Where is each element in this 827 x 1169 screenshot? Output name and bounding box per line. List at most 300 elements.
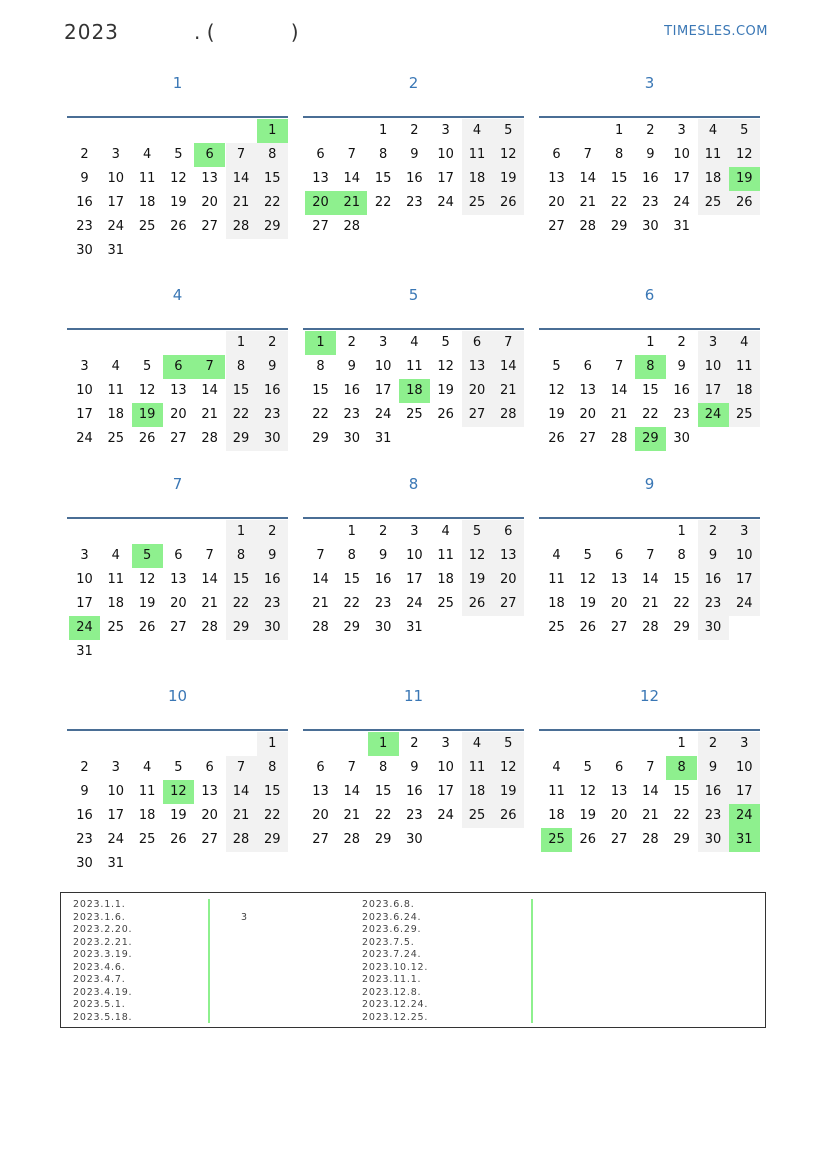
month-title: 7 [172,475,183,493]
day-cell: 15 [343,572,361,587]
day-cell: 30 [698,828,729,852]
day-cell: 13 [548,171,565,186]
day-cell: 20 [201,195,218,210]
day-cell: 20 [170,407,187,422]
day-cell: 12 [579,784,597,799]
day-cell: 22 [226,592,257,616]
day-cell: 7 [347,760,356,775]
legend-holiday-date: 2023.6.24. [362,911,422,923]
day-cell: 3 [111,760,120,775]
day-cell: 10 [76,572,93,587]
day-cell: 30 [374,620,392,635]
day-cell: 25 [138,219,156,234]
day-cell: 20 [579,407,597,422]
day-cell: 12 [138,383,156,398]
day-cell: 18 [138,808,156,823]
day-cell: 14 [642,784,659,799]
holiday-day-cell: 31 [729,828,760,852]
day-cell: 16 [374,572,392,587]
month-header-rule [303,729,524,731]
day-cell: 8 [226,544,257,568]
day-cell: 1 [226,331,257,355]
day-cell: 16 [257,568,288,592]
day-cell: 10 [698,355,729,379]
day-cell: 26 [138,431,156,446]
day-cell: 23 [406,195,423,210]
day-cell: 8 [257,143,288,167]
day-cell: 26 [548,431,565,446]
day-cell: 22 [312,407,329,422]
day-cell: 23 [406,808,423,823]
day-cell: 30 [406,832,423,847]
month-header-rule [539,729,760,731]
day-cell: 10 [437,760,454,775]
day-cell: 26 [579,832,597,847]
day-cell: 21 [226,804,257,828]
day-cell: 8 [677,548,686,563]
legend-holiday-date: 2023.11.1. [362,974,422,985]
day-cell: 25 [138,832,156,847]
day-cell: 30 [698,616,729,640]
day-cell: 29 [343,620,361,635]
day-cell: 9 [80,784,89,799]
day-cell: 12 [493,143,524,167]
day-cell: 3 [729,520,760,544]
day-cell: 1 [677,524,686,539]
day-cell: 21 [642,808,659,823]
day-cell: 10 [673,147,690,162]
day-cell: 3 [729,732,760,756]
day-cell: 15 [374,171,392,186]
day-cell: 6 [552,147,561,162]
day-cell: 14 [201,572,218,587]
day-cell: 22 [343,596,361,611]
day-cell: 14 [312,572,329,587]
day-cell: 8 [257,756,288,780]
day-cell: 8 [378,760,388,775]
day-cell: 14 [343,171,361,186]
day-cell: 21 [610,407,628,422]
day-cell: 7 [316,548,325,563]
day-cell: 15 [374,784,392,799]
day-cell: 4 [142,760,152,775]
day-cell: 14 [343,784,361,799]
month-header-rule [67,116,288,118]
legend-holiday-date: 2023.4.7. [73,974,126,985]
day-cell: 18 [107,596,125,611]
day-cell: 26 [729,191,760,215]
day-cell: 20 [462,379,493,403]
day-cell: 2 [698,732,729,756]
day-cell: 13 [610,784,628,799]
day-cell: 24 [437,808,454,823]
legend-holiday-date: 2023.5.18. [73,1011,133,1023]
day-cell: 23 [76,219,93,234]
day-cell: 28 [201,431,218,446]
day-cell: 4 [552,548,561,563]
day-cell: 18 [437,572,454,587]
day-cell: 23 [257,592,288,616]
day-cell: 7 [226,143,257,167]
day-cell: 3 [80,359,89,374]
day-cell: 17 [729,780,760,804]
day-cell: 10 [729,756,760,780]
day-cell: 26 [138,620,156,635]
day-cell: 23 [257,403,288,427]
day-cell: 28 [226,828,257,852]
day-cell: 24 [374,407,392,422]
day-cell: 15 [312,383,329,398]
holiday-day-cell: 8 [666,756,697,780]
legend-holiday-date: 2023.4.19. [73,986,133,998]
day-cell: 12 [462,544,493,568]
day-cell: 25 [548,620,565,635]
day-cell: 26 [170,219,187,234]
legend-divider-right [531,899,533,1023]
day-cell: 2 [378,524,388,539]
day-cell: 16 [406,171,423,186]
day-cell: 27 [610,832,628,847]
day-cell: 2 [646,123,655,138]
day-cell: 1 [226,520,257,544]
day-cell: 17 [673,171,690,186]
day-cell: 27 [312,219,329,234]
day-cell: 25 [462,191,493,215]
day-cell: 7 [646,760,655,775]
day-cell: 5 [441,335,450,350]
day-cell: 4 [111,548,120,563]
day-cell: 15 [226,568,257,592]
day-cell: 22 [257,804,288,828]
day-cell: 2 [677,335,686,350]
day-cell: 8 [226,355,257,379]
day-cell: 22 [374,808,392,823]
month-title: 4 [172,286,183,304]
day-cell: 4 [410,335,419,350]
day-cell: 5 [462,520,493,544]
day-cell: 4 [552,760,561,775]
day-cell: 13 [201,171,218,186]
day-cell: 12 [579,572,597,587]
day-cell: 6 [614,760,624,775]
day-cell: 17 [698,379,729,403]
month-header-rule [303,116,524,118]
month-header-rule [67,729,288,731]
day-cell: 11 [107,383,125,398]
day-cell: 22 [610,195,628,210]
day-cell: 4 [462,732,493,756]
day-cell: 16 [343,383,361,398]
day-cell: 17 [107,808,125,823]
day-cell: 2 [410,123,419,138]
day-cell: 28 [579,219,597,234]
day-cell: 14 [579,171,597,186]
day-cell: 1 [378,123,388,138]
day-cell: 15 [610,171,628,186]
page-title-rest: . ( ) [194,20,299,44]
day-cell: 19 [437,383,454,398]
day-cell: 31 [406,620,423,635]
day-cell: 17 [437,171,454,186]
day-cell: 19 [462,568,493,592]
day-cell: 15 [673,784,690,799]
day-cell: 23 [76,832,93,847]
day-cell: 5 [174,147,183,162]
day-cell: 21 [312,596,329,611]
day-cell: 14 [226,780,257,804]
day-cell: 22 [673,596,690,611]
month-title: 8 [408,475,419,493]
day-cell: 31 [107,243,125,258]
day-cell: 2 [80,147,89,162]
day-cell: 2 [80,760,89,775]
day-cell: 16 [76,808,93,823]
holiday-day-cell: 7 [194,355,225,379]
day-cell: 20 [170,596,187,611]
day-cell: 3 [111,147,120,162]
day-cell: 17 [76,407,93,422]
day-cell: 6 [493,520,524,544]
day-cell: 31 [673,219,690,234]
day-cell: 10 [107,784,125,799]
holiday-day-cell: 12 [163,780,194,804]
day-cell: 27 [170,620,187,635]
day-cell: 14 [610,383,628,398]
day-cell: 29 [673,832,690,847]
day-cell: 24 [406,596,423,611]
day-cell: 23 [673,407,690,422]
day-cell: 31 [107,856,125,871]
legend-column-left [73,899,132,1024]
legend-holiday-date: 2023.1.1. [73,899,126,910]
month-header-rule [303,517,524,519]
day-cell: 13 [312,784,329,799]
day-cell: 2 [257,331,288,355]
day-cell: 28 [642,620,659,635]
day-cell: 5 [174,760,183,775]
day-cell: 16 [642,171,659,186]
day-cell: 9 [698,756,729,780]
day-cell: 18 [107,407,125,422]
day-cell: 4 [462,119,493,143]
day-cell: 27 [312,832,329,847]
day-cell: 13 [312,171,329,186]
day-cell: 23 [374,596,392,611]
day-cell: 27 [610,620,628,635]
day-cell: 1 [677,736,686,751]
day-cell: 9 [80,171,89,186]
legend-holiday-date: 2023.7.5. [362,936,415,948]
day-cell: 29 [610,219,628,234]
day-cell: 24 [437,195,454,210]
day-cell: 18 [698,167,729,191]
day-cell: 21 [201,596,218,611]
month-title: 2 [408,74,419,92]
day-cell: 28 [642,832,659,847]
day-cell: 16 [698,780,729,804]
legend-holiday-date: 2023.1.6. [73,911,126,923]
day-cell: 9 [698,544,729,568]
day-cell: 3 [441,123,450,138]
day-cell: 10 [107,171,125,186]
day-cell: 18 [462,167,493,191]
day-cell: 7 [226,756,257,780]
day-cell: 25 [107,431,125,446]
day-cell: 20 [610,808,628,823]
day-cell: 6 [205,760,214,775]
day-cell: 19 [579,808,597,823]
day-cell: 28 [610,431,628,446]
day-cell: 18 [138,195,156,210]
day-cell: 28 [343,219,361,234]
day-cell: 21 [642,596,659,611]
day-cell: 30 [673,431,690,446]
day-cell: 11 [698,143,729,167]
day-cell: 26 [170,832,187,847]
day-cell: 22 [226,403,257,427]
holiday-day-cell: 21 [336,191,367,215]
day-cell: 27 [201,219,218,234]
day-cell: 25 [437,596,454,611]
holiday-day-cell: 1 [368,732,399,756]
day-cell: 18 [548,808,565,823]
day-cell: 29 [673,620,690,635]
day-cell: 21 [493,379,524,403]
holiday-day-cell: 20 [305,191,336,215]
day-cell: 17 [374,383,392,398]
day-cell: 7 [614,359,624,374]
day-cell: 6 [316,760,325,775]
day-cell: 14 [226,167,257,191]
month-header-rule [67,517,288,519]
day-cell: 24 [107,832,125,847]
day-cell: 28 [312,620,329,635]
day-cell: 26 [579,620,597,635]
day-cell: 26 [437,407,454,422]
day-cell: 30 [257,616,288,640]
day-cell: 19 [579,596,597,611]
holiday-day-cell: 19 [132,403,163,427]
day-cell: 21 [226,191,257,215]
holiday-day-cell: 24 [698,403,729,427]
day-cell: 12 [493,756,524,780]
day-cell: 14 [201,383,218,398]
month-header-rule [67,328,288,330]
day-cell: 6 [316,147,325,162]
day-cell: 21 [343,808,361,823]
day-cell: 4 [142,147,152,162]
day-cell: 10 [729,544,760,568]
holiday-legend [60,892,766,1028]
day-cell: 7 [493,331,524,355]
day-cell: 13 [201,784,218,799]
day-cell: 3 [677,123,686,138]
day-cell: 9 [378,548,388,563]
day-cell: 3 [80,548,89,563]
legend-holiday-date: 2023.12.24. [362,999,429,1010]
day-cell: 20 [493,568,524,592]
day-cell: 2 [257,520,288,544]
day-cell: 10 [374,359,392,374]
day-cell: 28 [226,215,257,239]
day-cell: 9 [410,147,419,162]
day-cell: 22 [673,808,690,823]
day-cell: 11 [138,784,156,799]
brand-link[interactable]: TIMESLES.COM [664,24,768,39]
day-cell: 9 [257,544,288,568]
legend-holiday-date: 2023.12.8. [362,986,422,998]
day-cell: 5 [493,119,524,143]
day-cell: 25 [698,191,729,215]
day-cell: 18 [729,379,760,403]
day-cell: 3 [698,331,729,355]
day-cell: 26 [493,191,524,215]
day-cell: 27 [493,592,524,616]
day-cell: 30 [642,219,659,234]
day-cell: 19 [138,596,156,611]
day-cell: 8 [378,147,388,162]
day-cell: 9 [677,359,686,374]
day-cell: 27 [548,219,565,234]
day-cell: 20 [201,808,218,823]
month-title: 11 [403,687,424,705]
day-cell: 28 [493,403,524,427]
day-cell: 11 [107,572,125,587]
day-cell: 15 [226,379,257,403]
day-cell: 24 [729,592,760,616]
holiday-day-cell: 1 [257,119,288,143]
day-cell: 29 [257,215,288,239]
day-cell: 19 [170,195,187,210]
day-cell: 11 [548,572,565,587]
day-cell: 23 [698,804,729,828]
day-cell: 21 [201,407,218,422]
legend-divider-left [208,899,210,1023]
day-cell: 5 [583,548,592,563]
day-cell: 20 [312,808,329,823]
day-cell: 11 [462,143,493,167]
holiday-day-cell: 19 [729,167,760,191]
day-cell: 12 [729,143,760,167]
day-cell: 6 [174,548,183,563]
day-cell: 25 [406,407,423,422]
day-cell: 17 [729,568,760,592]
day-cell: 19 [548,407,565,422]
day-cell: 16 [673,383,690,398]
page-header [64,20,768,50]
day-cell: 5 [142,359,152,374]
legend-holiday-date: 2023.10.12. [362,961,429,973]
day-cell: 26 [462,592,493,616]
day-cell: 13 [462,355,493,379]
day-cell: 9 [347,359,356,374]
day-cell: 17 [437,784,454,799]
day-cell: 13 [610,572,628,587]
day-cell: 19 [493,780,524,804]
day-cell: 12 [437,359,454,374]
legend-holiday-date: 2023.6.29. [362,924,422,935]
month-header-rule [539,517,760,519]
day-cell: 5 [583,760,592,775]
day-cell: 10 [437,147,454,162]
day-cell: 3 [441,736,450,751]
month-title: 12 [639,687,660,705]
day-cell: 17 [406,572,423,587]
day-cell: 16 [257,379,288,403]
day-cell: 6 [583,359,592,374]
month-header-rule [539,328,760,330]
day-cell: 2 [410,736,419,751]
